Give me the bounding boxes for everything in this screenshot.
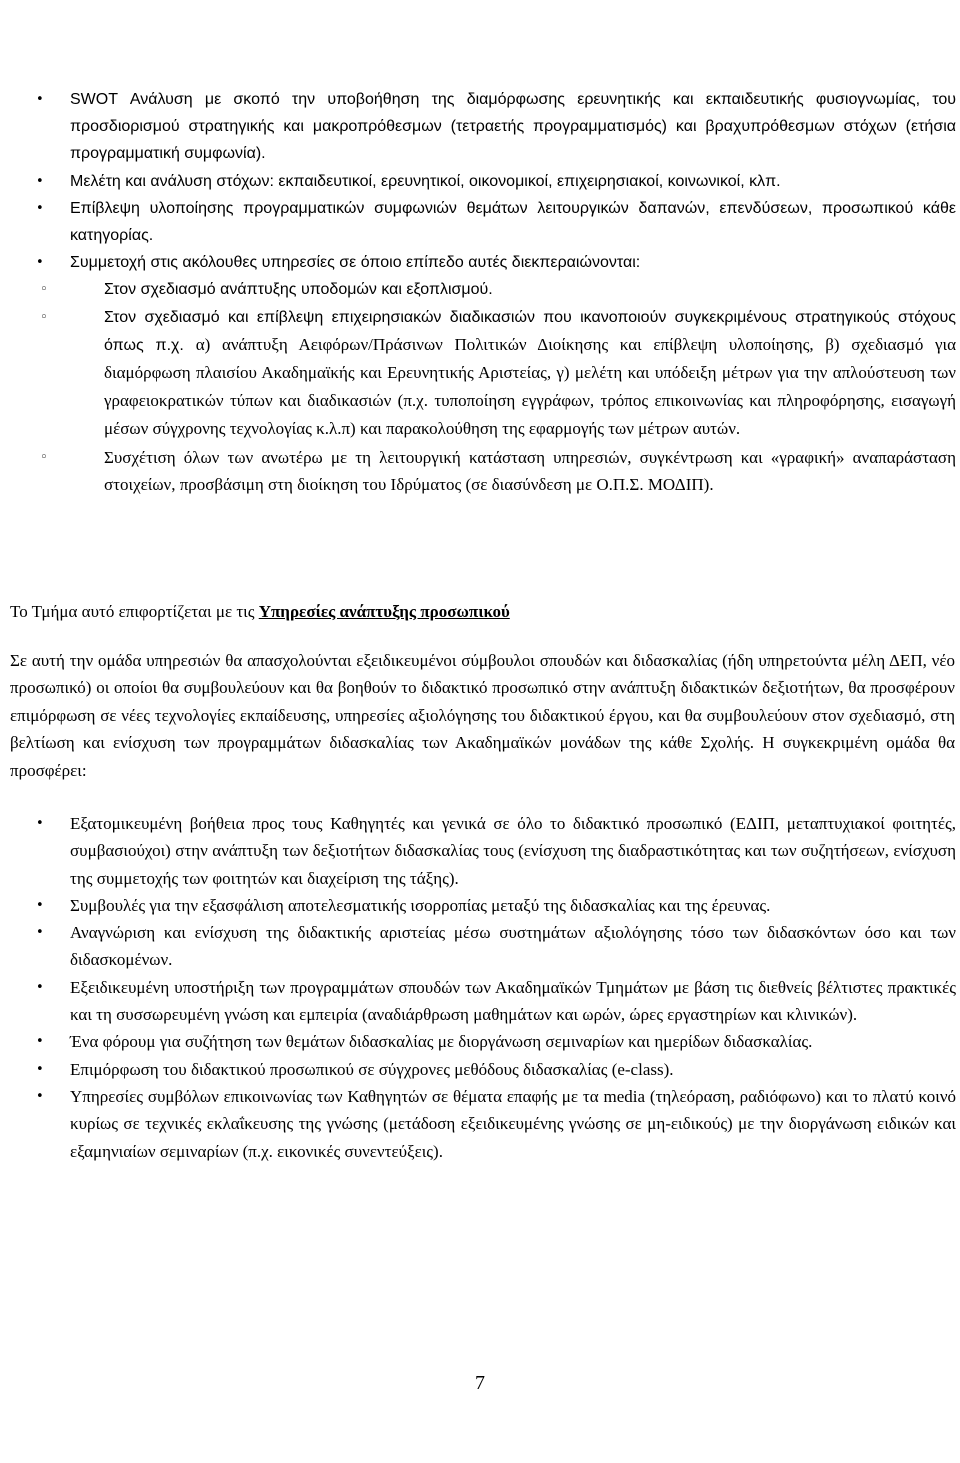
bullet-icon: • bbox=[36, 979, 44, 995]
sublist-item-text: Στον σχεδιασμό ανάπτυξης υποδομών και εξοπλισμού. bbox=[104, 281, 493, 299]
list-item bbox=[36, 892, 956, 919]
hollow-bullet-icon: ◦ bbox=[40, 282, 48, 298]
list-item-text: Συμμετοχή στις ακόλουθες υπηρεσίες σε όποιο επίπεδο αυτές διεκπεραιώνονται: bbox=[70, 254, 641, 272]
list-item-text: Υπηρεσίες συμβόλων επικοινωνίας των Καθηγητών σε θέματα επαφής με τα media (τηλεόραση, ραδιόφωνο) και το πλατύ κοινό κυρίως σε τεχνικές εκλαΐκευσης της γνώσης (μετάδοση εξειδικευμένης γνώσης σε μη-ειδικούς) με την διοργάνωση ειδικών και εξαμηνιαίων σεμιναρίων (π.χ. εικονικές συνεντεύξεις). bbox=[70, 1086, 956, 1161]
section-heading-emphasis: Υπηρεσίες ανάπτυξης προσωπικού bbox=[258, 602, 510, 621]
list-item-text: Μελέτη και ανάλυση στόχων: εκπαιδευτικοί, ερευνητικοί, οικονομικοί, επιχειρησιακοί, κοινωνικοί, κλπ. bbox=[70, 172, 781, 190]
page-number: 7 bbox=[475, 1372, 485, 1394]
bullet-icon: • bbox=[36, 173, 44, 189]
list-item-text: Εξατομικευμένη βοήθεια προς τους Καθηγητές και γενικά σε όλο το διδακτικό προσωπικό (ΕΔΙΠ, μεταπτυχιακοί φοιτητές, συμβασιούχοι) στην ανάπτυξη των δεξιοτήτων διδασκαλίας τους (ενίσχυση της διαδραστικότητας και των συζητήσεων, ενίσχυση της συμμετοχής των φοιτητών και διαχείριση της τάξης). bbox=[70, 814, 956, 888]
hollow-bullet-icon: ◦ bbox=[40, 449, 48, 465]
bullet-icon: • bbox=[36, 1088, 44, 1104]
list-item-text: Επιμόρφωση του διδακτικού προσωπικού σε σύγχρονες μεθόδους διδασκαλίας (e-class). bbox=[70, 1059, 674, 1079]
list-item-text: SWOT Ανάλυση με σκοπό την υποβοήθηση της διαμόρφωσης ερευνητικής και εκπαιδευτικής φυσιογνωμίας, του προσδιορισμού στρατηγικής και μακροπρόθεσμων (τετραετής προγραμματισμός) και βραχυπρόθεσμων στόχων (ετήσια προγραμματική συμφωνία). bbox=[70, 91, 956, 163]
bullet-icon: • bbox=[36, 1034, 44, 1050]
sublist-item bbox=[40, 276, 956, 303]
list-item-text: Συμβουλές για την εξασφάλιση αποτελεσματικής ισορροπίας μεταξύ της διδασκαλίας και της έρευνας. bbox=[70, 895, 771, 915]
section-heading bbox=[10, 598, 950, 626]
bullet-icon: • bbox=[36, 92, 44, 107]
sublist-item-text: Στον σχεδιασμό και επίβλεψη επιχειρησιακών διαδικασιών που ικανοποιούν συγκεκριμένους στρατηγικούς στόχους όπως π.χ. bbox=[104, 308, 956, 354]
sublist-item bbox=[40, 304, 956, 444]
sublist-item-text: α) ανάπτυξη Αειφόρων/Πράσινων Πολιτικών Διοίκησης και επίβλεψη υλοποίησης, β) σχεδιασμό για διαμόρφωση πλαισίου Ακαδημαϊκής και Ερευνητικής Αριστείας, γ) μελέτη και υπόδειξη μέτρων για την απλούστευση των γραφειοκρατικών τύπων και διαδικασιών (π.χ. τυποποίηση εγγράφων, τρόπος επικοινωνίας και πληροφόρησης, εισαγωγή μέσων σύγχρονης τεχνολογίας κ.λ.π) και παρακολούθηση της εφαρμογής των μέτρων αυτών. bbox=[104, 334, 956, 439]
list-item-text: Ένα φόρουμ για συζήτηση των θεμάτων διδασκαλίας με διοργάνωση σεμιναρίων και ημερίδων διδασκαλίας. bbox=[70, 1032, 813, 1052]
bullet-icon: • bbox=[36, 897, 44, 913]
bullet-icon: • bbox=[36, 200, 44, 216]
objectives-list bbox=[36, 86, 956, 498]
list-item bbox=[36, 810, 956, 892]
bullet-icon: • bbox=[36, 816, 44, 831]
hollow-bullet-icon: ◦ bbox=[40, 309, 48, 325]
list-item bbox=[36, 974, 956, 1029]
list-item bbox=[36, 195, 956, 249]
list-item bbox=[36, 919, 956, 974]
list-item bbox=[36, 1028, 956, 1055]
sublist-item-text: Συσχέτιση όλων των ανωτέρω με τη λειτουργική κατάσταση υπηρεσιών, συγκέντρωση και «γραφική» αναπαράσταση στοιχείων, προσβάσιμη στη διοίκηση του Ιδρύματος (σε διασύνδεση με Ο.Π.Σ. ΜΟΔΙΠ). bbox=[104, 447, 956, 495]
list-item bbox=[36, 249, 956, 498]
list-item bbox=[36, 1056, 956, 1083]
list-item bbox=[36, 168, 956, 195]
list-item-text: Εξειδικευμένη υποστήριξη των προγραμμάτων σπουδών των Ακαδημαϊκών Τμημάτων με βάση τις διεθνείς βέλτιστες πρακτικές και τη συσσωρευμένη γνώση και εμπειρία (αναδιάρθρωση μαθημάτων και ωρών, ώρες εργαστηρίων και κλινικών). bbox=[70, 977, 956, 1025]
list-item bbox=[36, 1083, 956, 1165]
sublist-item bbox=[40, 444, 956, 499]
services-sublist bbox=[40, 276, 956, 498]
intro-paragraph: Σε αυτή την ομάδα υπηρεσιών θα απασχολούνται εξειδικευμένοι σύμβουλοι σπουδών και διδασκαλίας (ήδη υπηρετούντα μέλη ΔΕΠ, νέο προσωπικό) οι οποίοι θα συμβουλεύουν και θα βοηθούν το διδακτικό προσωπικό στην ανάπτυξη διδακτικών δεξιοτήτων, θα προσφέρουν επιμόρφωση σε νέες τεχνολογίες εκπαίδευσης, υπηρεσίες αξιολόγησης του διδακτικού έργου, και θα συμβουλεύουν στον σχεδιασμό, στη βελτίωση και ενίσχυση των προγραμμάτων διδασκαλίας των Ακαδημαϊκών μονάδων της κάθε Σχολής. Η συγκεκριμένη ομάδα θα προσφέρει: bbox=[10, 651, 955, 780]
offerings-list bbox=[36, 810, 956, 1165]
bullet-icon: • bbox=[36, 925, 44, 941]
bullet-icon: • bbox=[36, 255, 44, 271]
list-item-text: Αναγνώριση και ενίσχυση της διδακτικής αριστείας μέσω συστημάτων αξιολόγησης τόσο των διδασκόντων όσο και των διδασκομένων. bbox=[70, 923, 956, 970]
list-item-text: Επίβλεψη υλοποίησης προγραμματικών συμφωνιών θεμάτων λειτουργικών δαπανών, επενδύσεων, προσωπικού κάθε κατηγορίας. bbox=[70, 199, 956, 245]
list-item bbox=[36, 86, 956, 168]
section-heading-prefix: Το Τμήμα αυτό επιφορτίζεται με τις bbox=[10, 602, 259, 621]
bullet-icon: • bbox=[36, 1061, 44, 1077]
